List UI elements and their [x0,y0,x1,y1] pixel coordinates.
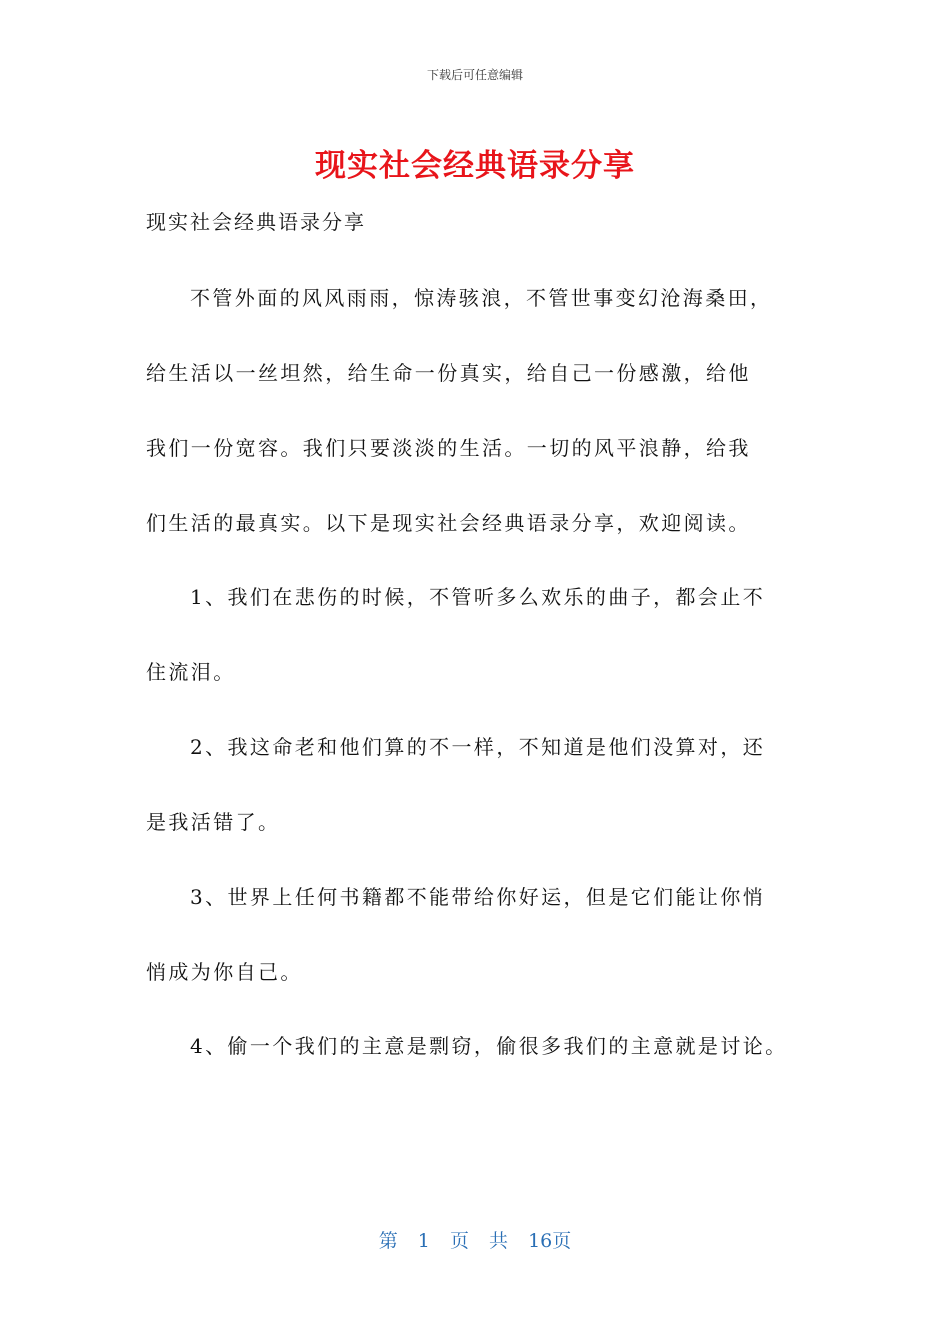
footer-total-pages: 16页 [528,1230,572,1252]
paragraph-line: 我们一份宽容。我们只要淡淡的生活。一切的风平浪静，给我 [146,436,751,460]
footer-total-prefix: 共 [489,1230,509,1252]
document-subtitle: 现实社会经典语录分享 [146,210,366,234]
paragraph-line: 们生活的最真实。以下是现实社会经典语录分享，欢迎阅读。 [146,511,751,535]
paragraph-line: 住流泪。 [146,660,236,684]
paragraph-line: 4、偷一个我们的主意是剽窃，偷很多我们的主意就是讨论。 [190,1034,788,1058]
footer-page-word: 页 [449,1230,469,1252]
page-footer [0,1226,950,1253]
document-title: 现实社会经典语录分享 [315,148,635,184]
paragraph-line: 1、我们在悲伤的时候，不管听多么欢乐的曲子，都会止不 [190,585,766,609]
paragraph-line: 是我活错了。 [146,810,281,834]
paragraph-line: 不管外面的风风雨雨，惊涛骇浪，不管世事变幻沧海桑田， [190,286,773,310]
paragraph-line: 3、世界上任何书籍都不能带给你好运，但是它们能让你悄 [190,885,766,909]
paragraph-line: 给生活以一丝坦然，给生命一份真实，给自己一份感激，给他 [146,361,751,385]
footer-page-prefix: 第 [378,1230,398,1252]
footer-page-number: 1 [417,1230,430,1252]
paragraph-line: 2、我这命老和他们算的不一样，不知道是他们没算对，还 [190,735,766,759]
paragraph-line: 悄成为你自己。 [146,960,303,984]
header-note: 下载后可任意编辑 [426,68,523,82]
